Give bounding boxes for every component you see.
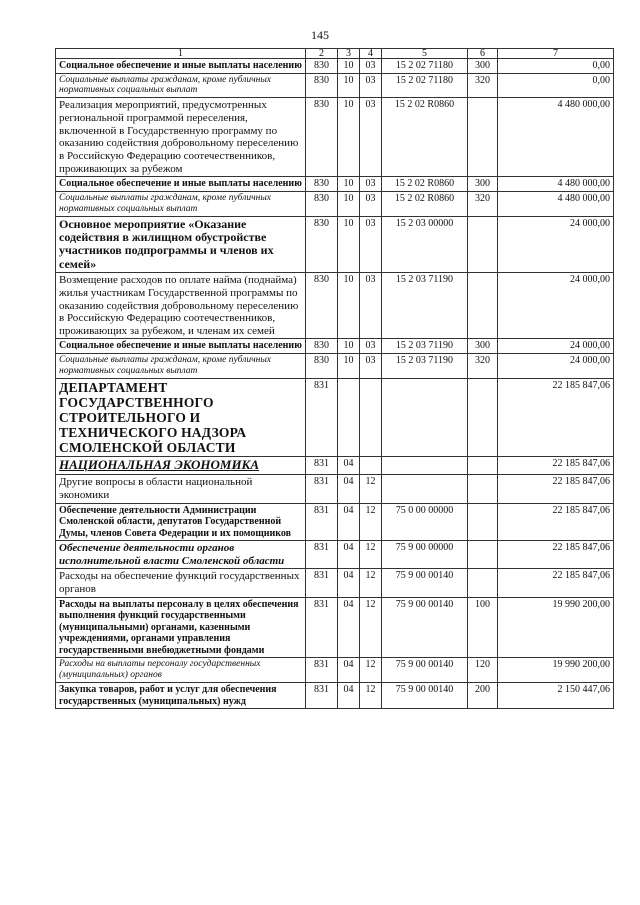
amount-cell: 22 185 847,06 <box>498 457 614 475</box>
target-article-cell: 15 2 02 71180 <box>382 59 468 74</box>
row-name-cell: Обеспечение деятельности Администрации Смоленской области, депутатов Государственной Думы, членов Совета Федерации и их помощников <box>56 503 306 541</box>
target-article-cell: 15 2 03 71190 <box>382 339 468 354</box>
target-article-cell: 75 9 00 00140 <box>382 597 468 658</box>
admin-code-cell: 830 <box>306 73 338 98</box>
admin-code-cell: 831 <box>306 658 338 683</box>
subsection-code-cell: 03 <box>360 216 382 273</box>
expense-type-cell <box>468 216 498 273</box>
row-name-cell: Закупка товаров, работ и услуг для обеспечения государственных (муниципальных) нужд <box>56 683 306 709</box>
table-row <box>56 457 614 475</box>
header-col-7: 7 <box>498 49 614 59</box>
row-name-cell: Основное мероприятие «Оказание содействия в жилищном обустройстве участников подпрограммы и членов их семей» <box>56 216 306 273</box>
table-row <box>56 339 614 354</box>
target-article-cell <box>382 475 468 503</box>
target-article-cell <box>382 378 468 457</box>
section-code-cell: 04 <box>338 569 360 597</box>
row-name-cell: Обеспечение деятельности органов исполнительной власти Смоленской области <box>56 541 306 569</box>
section-code-cell: 04 <box>338 683 360 709</box>
target-article-cell: 75 9 00 00140 <box>382 658 468 683</box>
target-article-cell: 75 9 00 00140 <box>382 569 468 597</box>
admin-code-cell: 831 <box>306 569 338 597</box>
admin-code-cell: 831 <box>306 597 338 658</box>
section-code-cell: 10 <box>338 339 360 354</box>
row-name-cell: Социальные выплаты гражданам, кроме публичных нормативных социальных выплат <box>56 353 306 378</box>
target-article-cell: 15 2 03 00000 <box>382 216 468 273</box>
expense-type-cell: 300 <box>468 177 498 192</box>
subsection-code-cell: 12 <box>360 503 382 541</box>
table-header-row <box>56 49 614 59</box>
header-col-1: 1 <box>56 49 306 59</box>
page-number: 145 <box>311 28 329 42</box>
target-article-cell: 75 9 00 00140 <box>382 683 468 709</box>
row-name-cell: Реализация мероприятий, предусмотренных региональной программой переселения, включенной в Государственную программу по оказанию содействия добровольному переселению в Российскую Федерацию соотечественников, проживающих за рубежом <box>56 98 306 177</box>
expense-type-cell: 300 <box>468 339 498 354</box>
table-row <box>56 59 614 74</box>
amount-cell: 24 000,00 <box>498 353 614 378</box>
subsection-code-cell: 03 <box>360 273 382 339</box>
section-code-cell: 10 <box>338 177 360 192</box>
row-name-cell: ДЕПАРТАМЕНТ ГОСУДАРСТВЕННОГО СТРОИТЕЛЬНОГО И ТЕХНИЧЕСКОГО НАДЗОРА СМОЛЕНСКОЙ ОБЛАСТИ <box>56 378 306 457</box>
expense-type-cell <box>468 98 498 177</box>
amount-cell: 22 185 847,06 <box>498 503 614 541</box>
subsection-code-cell: 03 <box>360 98 382 177</box>
section-code-cell: 10 <box>338 216 360 273</box>
row-name-cell: Другие вопросы в области национальной экономики <box>56 475 306 503</box>
expense-type-cell <box>468 541 498 569</box>
subsection-code-cell: 03 <box>360 59 382 74</box>
header-col-6: 6 <box>468 49 498 59</box>
row-name-cell: Расходы на выплаты персоналу в целях обеспечения выполнения функций государственными (муниципальными) органами, казенными учреждениями, органами управления государственными внебюджетными фондами <box>56 597 306 658</box>
expense-type-cell: 200 <box>468 683 498 709</box>
expense-type-cell <box>468 503 498 541</box>
amount-cell: 22 185 847,06 <box>498 569 614 597</box>
table-row <box>56 177 614 192</box>
admin-code-cell: 831 <box>306 378 338 457</box>
admin-code-cell: 831 <box>306 457 338 475</box>
target-article-cell: 75 0 00 00000 <box>382 503 468 541</box>
header-col-3: 3 <box>338 49 360 59</box>
admin-code-cell: 830 <box>306 59 338 74</box>
header-col-2: 2 <box>306 49 338 59</box>
table-row <box>56 569 614 597</box>
admin-code-cell: 831 <box>306 541 338 569</box>
amount-cell: 22 185 847,06 <box>498 475 614 503</box>
table-row <box>56 353 614 378</box>
expense-type-cell <box>468 378 498 457</box>
subsection-code-cell: 03 <box>360 339 382 354</box>
section-code-cell: 04 <box>338 475 360 503</box>
amount-cell: 24 000,00 <box>498 273 614 339</box>
row-name-cell: Социальные выплаты гражданам, кроме публичных нормативных социальных выплат <box>56 73 306 98</box>
budget-table <box>55 48 614 709</box>
admin-code-cell: 830 <box>306 339 338 354</box>
section-code-cell: 10 <box>338 59 360 74</box>
expense-type-cell: 320 <box>468 191 498 216</box>
amount-cell: 22 185 847,06 <box>498 541 614 569</box>
amount-cell: 4 480 000,00 <box>498 191 614 216</box>
expense-type-cell: 120 <box>468 658 498 683</box>
amount-cell: 19 990 200,00 <box>498 597 614 658</box>
subsection-code-cell: 12 <box>360 569 382 597</box>
admin-code-cell: 831 <box>306 503 338 541</box>
section-code-cell: 10 <box>338 353 360 378</box>
section-code-cell: 10 <box>338 98 360 177</box>
section-code-cell: 04 <box>338 658 360 683</box>
amount-cell: 0,00 <box>498 59 614 74</box>
admin-code-cell: 831 <box>306 683 338 709</box>
table-row <box>56 73 614 98</box>
table-row <box>56 597 614 658</box>
section-code-cell: 04 <box>338 541 360 569</box>
expense-type-cell <box>468 475 498 503</box>
admin-code-cell: 830 <box>306 216 338 273</box>
subsection-code-cell: 03 <box>360 353 382 378</box>
target-article-cell: 15 2 02 R0860 <box>382 191 468 216</box>
expense-type-cell: 320 <box>468 73 498 98</box>
section-code-cell <box>338 378 360 457</box>
target-article-cell: 15 2 02 71180 <box>382 73 468 98</box>
section-code-cell: 10 <box>338 273 360 339</box>
target-article-cell: 15 2 03 71190 <box>382 353 468 378</box>
section-code-cell: 04 <box>338 457 360 475</box>
table-row <box>56 475 614 503</box>
admin-code-cell: 831 <box>306 475 338 503</box>
expense-type-cell <box>468 457 498 475</box>
amount-cell: 0,00 <box>498 73 614 98</box>
admin-code-cell: 830 <box>306 273 338 339</box>
target-article-cell <box>382 457 468 475</box>
row-name-cell: Расходы на обеспечение функций государственных органов <box>56 569 306 597</box>
table-row <box>56 378 614 457</box>
admin-code-cell: 830 <box>306 353 338 378</box>
target-article-cell: 75 9 00 00000 <box>382 541 468 569</box>
header-col-5: 5 <box>382 49 468 59</box>
amount-cell: 24 000,00 <box>498 216 614 273</box>
subsection-code-cell: 03 <box>360 73 382 98</box>
table-row <box>56 98 614 177</box>
subsection-code-cell <box>360 457 382 475</box>
subsection-code-cell: 12 <box>360 475 382 503</box>
section-code-cell: 10 <box>338 73 360 98</box>
table-row <box>56 273 614 339</box>
expense-type-cell: 300 <box>468 59 498 74</box>
admin-code-cell: 830 <box>306 191 338 216</box>
amount-cell: 4 480 000,00 <box>498 177 614 192</box>
section-code-cell: 04 <box>338 597 360 658</box>
expense-type-cell: 320 <box>468 353 498 378</box>
row-name-cell: Расходы на выплаты персоналу государственных (муниципальных) органов <box>56 658 306 683</box>
amount-cell: 2 150 447,06 <box>498 683 614 709</box>
amount-cell: 4 480 000,00 <box>498 98 614 177</box>
target-article-cell: 15 2 02 R0860 <box>382 98 468 177</box>
expense-type-cell <box>468 273 498 339</box>
admin-code-cell: 830 <box>306 177 338 192</box>
amount-cell: 24 000,00 <box>498 339 614 354</box>
amount-cell: 19 990 200,00 <box>498 658 614 683</box>
row-name-cell: Социальные выплаты гражданам, кроме публичных нормативных социальных выплат <box>56 191 306 216</box>
section-code-cell: 10 <box>338 191 360 216</box>
target-article-cell: 15 2 03 71190 <box>382 273 468 339</box>
subsection-code-cell <box>360 378 382 457</box>
table-row <box>56 658 614 683</box>
target-article-cell: 15 2 02 R0860 <box>382 177 468 192</box>
admin-code-cell: 830 <box>306 98 338 177</box>
table-row <box>56 216 614 273</box>
table-row <box>56 191 614 216</box>
row-name-cell: Социальное обеспечение и иные выплаты населению <box>56 339 306 354</box>
table-row <box>56 541 614 569</box>
section-code-cell: 04 <box>338 503 360 541</box>
subsection-code-cell: 12 <box>360 597 382 658</box>
subsection-code-cell: 12 <box>360 658 382 683</box>
subsection-code-cell: 12 <box>360 541 382 569</box>
table-row <box>56 683 614 709</box>
header-col-4: 4 <box>360 49 382 59</box>
row-name-cell: Социальное обеспечение и иные выплаты населению <box>56 59 306 74</box>
expense-type-cell <box>468 569 498 597</box>
expense-type-cell: 100 <box>468 597 498 658</box>
row-name-cell: НАЦИОНАЛЬНАЯ ЭКОНОМИКА <box>56 457 306 475</box>
subsection-code-cell: 12 <box>360 683 382 709</box>
subsection-code-cell: 03 <box>360 177 382 192</box>
table-row <box>56 503 614 541</box>
amount-cell: 22 185 847,06 <box>498 378 614 457</box>
row-name-cell: Социальное обеспечение и иные выплаты населению <box>56 177 306 192</box>
subsection-code-cell: 03 <box>360 191 382 216</box>
row-name-cell: Возмещение расходов по оплате найма (поднайма) жилья участникам Государственной программы по оказанию содействия добровольному переселению в Российскую Федерацию соотечественников, проживающих за рубежом, и членам их семей <box>56 273 306 339</box>
